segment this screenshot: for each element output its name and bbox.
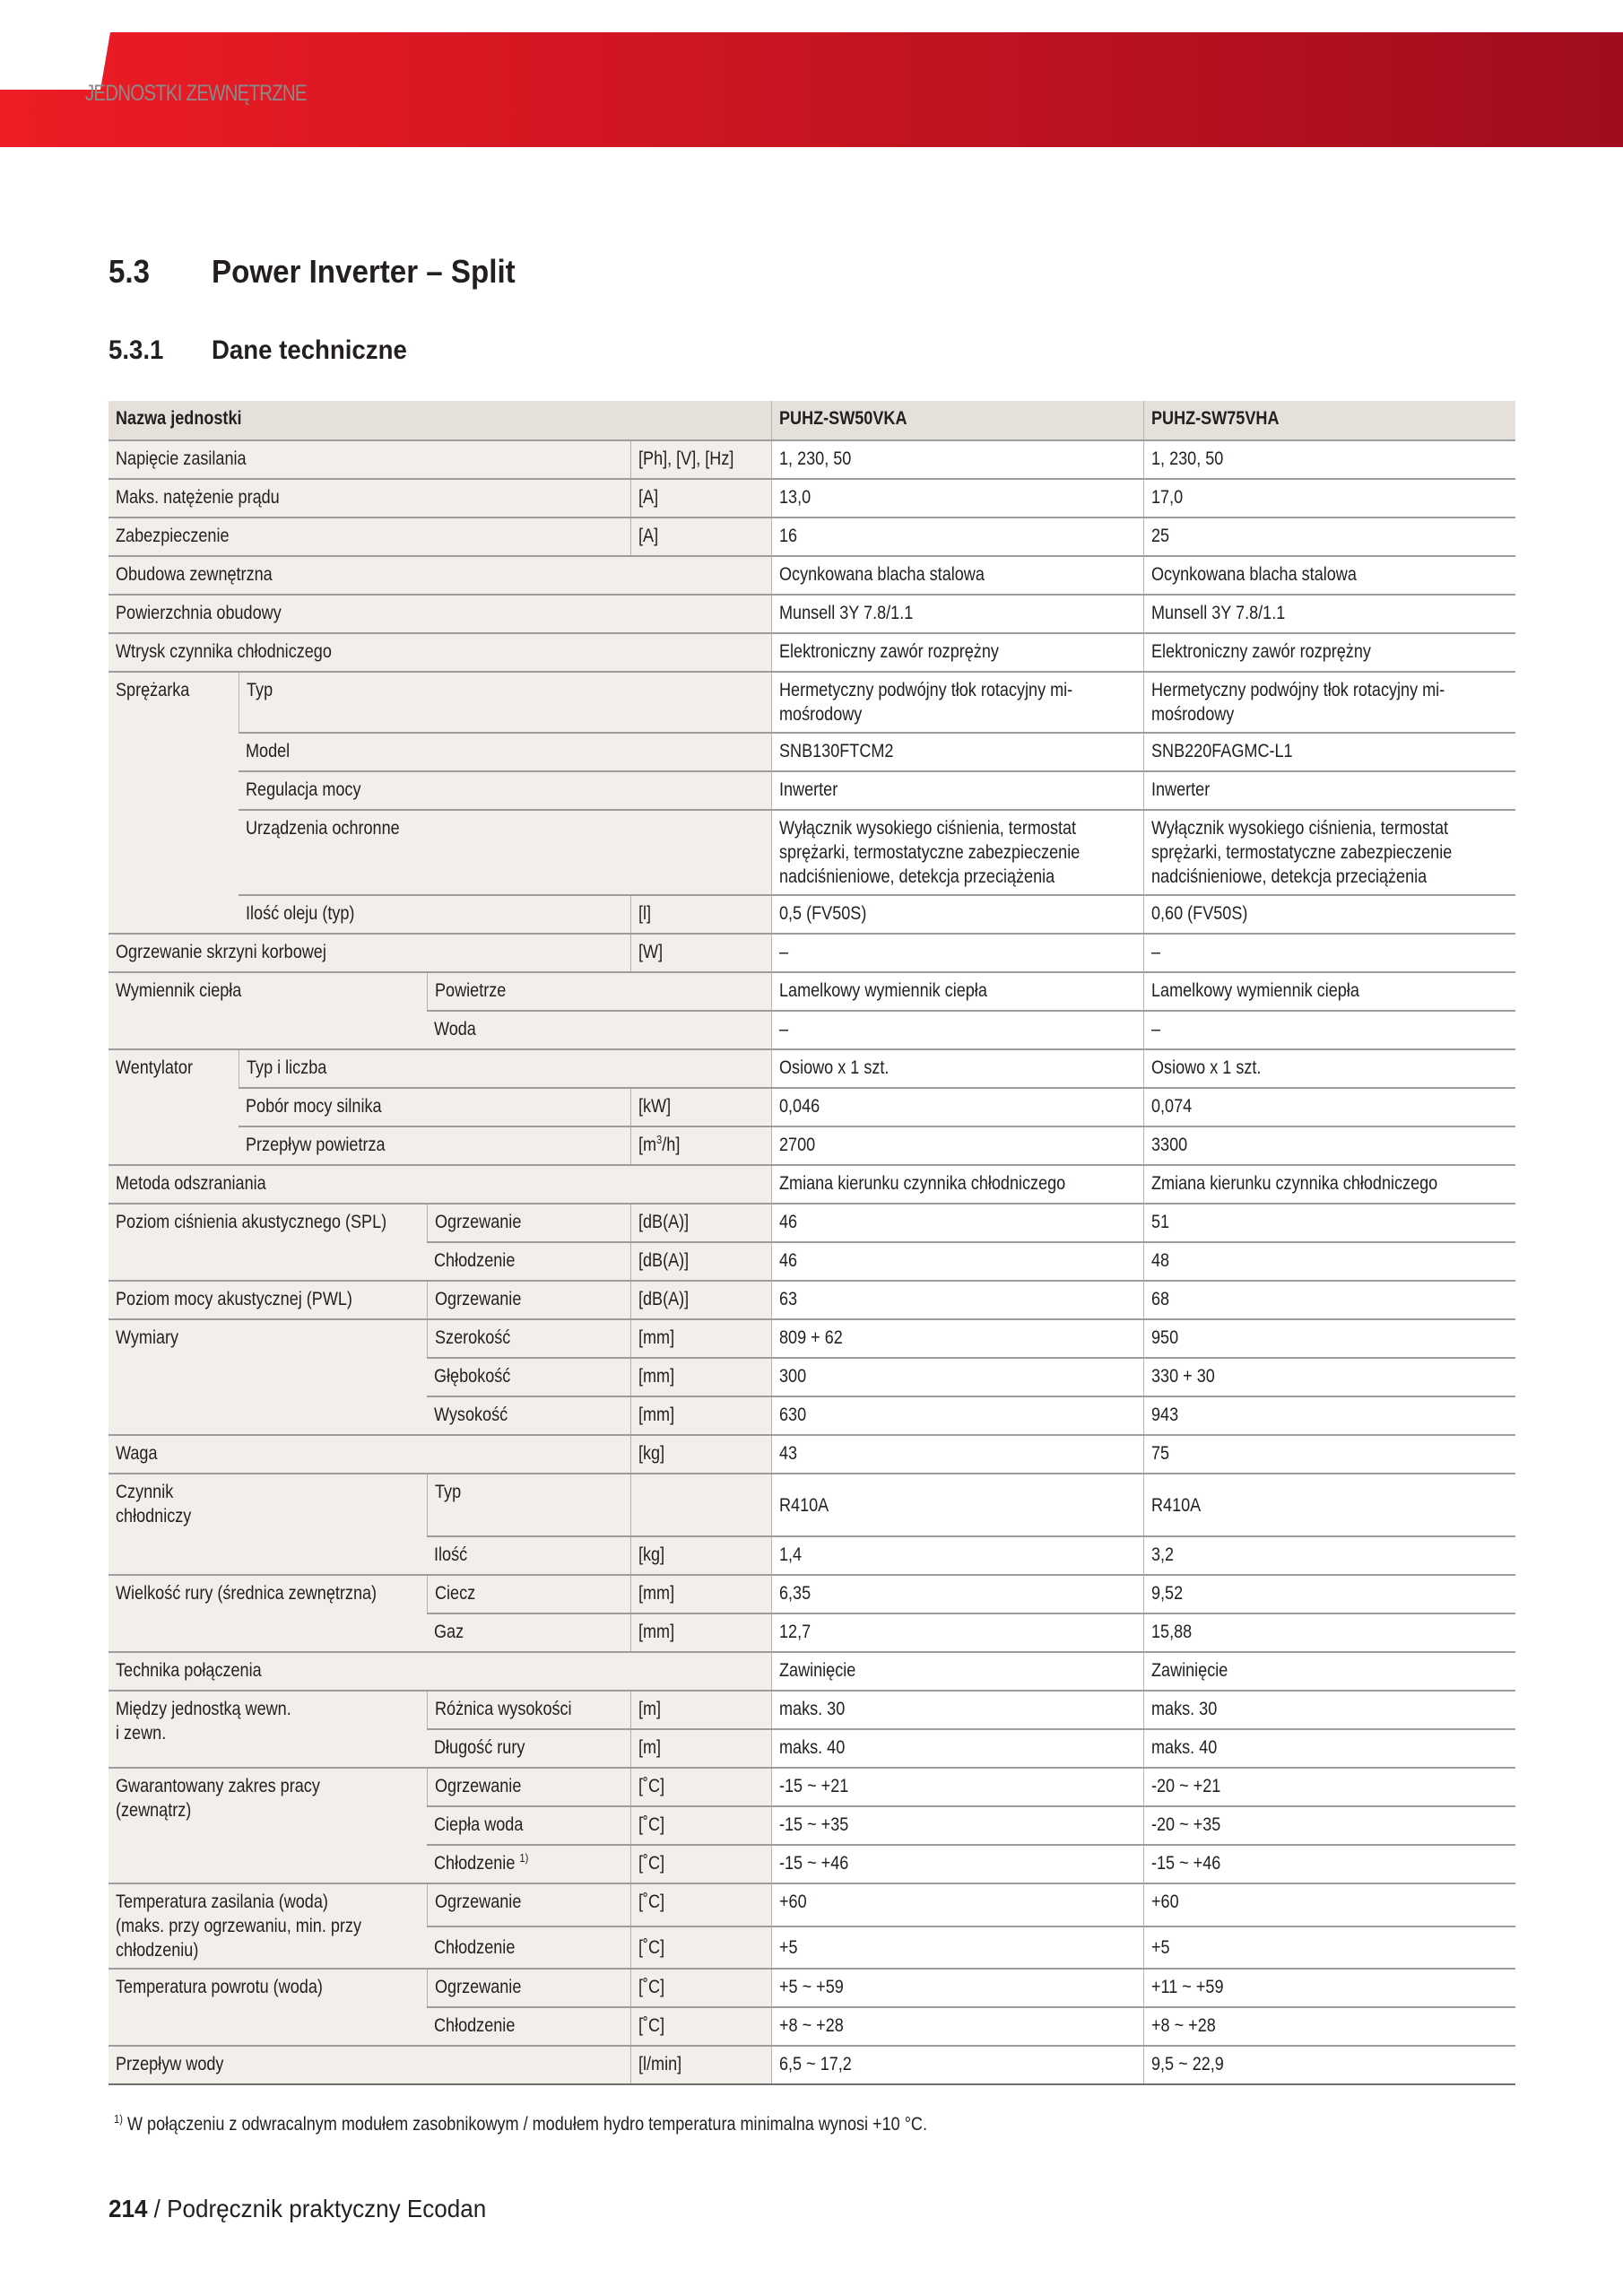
row-value-2: 0,074 (1143, 1088, 1515, 1126)
row-value-2: 9,52 (1143, 1575, 1515, 1613)
row-unit: [dB(A)] (630, 1281, 771, 1319)
title-number: 5.3 (108, 253, 151, 290)
row-unit: [l] (630, 895, 771, 934)
row-sublabel: Typ (239, 672, 771, 733)
row-label: Ogrzewanie skrzyni korbowej (108, 934, 630, 972)
row-value-2: SNB220FAGMC-L1 (1143, 733, 1515, 771)
row-value-2: 75 (1143, 1435, 1515, 1474)
row-value-1: 12,7 (771, 1613, 1143, 1652)
table-row (108, 672, 1515, 733)
section-label: JEDNOSTKI ZEWNĘTRZNE (85, 81, 307, 106)
row-unit: [m] (630, 1691, 771, 1729)
row-value-1: 0,046 (771, 1088, 1143, 1126)
row-unit: [mm] (630, 1575, 771, 1613)
row-value-1: +5 ~ +59 (771, 1969, 1143, 2007)
row-sublabel: Ilość oleju (typ) (239, 895, 630, 934)
row-value-1: Ocynkowana blacha stalowa (771, 556, 1143, 595)
row-label: Poziom mocy akustycznej (PWL) (108, 1281, 427, 1319)
group-label: Wymiary (108, 1319, 427, 1435)
row-value-2: R410A (1143, 1474, 1515, 1536)
row-value-1: Elektroniczny zawór rozprężny (771, 633, 1143, 672)
row-sublabel: Ogrzewanie (427, 1883, 630, 1926)
table-row (108, 972, 1515, 1011)
footnote-marker: 1) (114, 2112, 123, 2126)
footnote (114, 2114, 927, 2135)
table-row (108, 517, 1515, 556)
row-sublabel: Typ i liczba (239, 1049, 771, 1088)
row-sublabel: Powietrze (427, 972, 771, 1011)
row-value-1: SNB130FTCM2 (771, 733, 1143, 771)
row-value-1: 43 (771, 1435, 1143, 1474)
row-value-1: 300 (771, 1358, 1143, 1396)
table-row (108, 1281, 1515, 1319)
row-label: Przepływ wody (108, 2046, 630, 2084)
row-label: Wtrysk czynnika chłodniczego (108, 633, 771, 672)
row-sublabel: Ciepła woda (427, 1806, 630, 1845)
row-value-2: Elektroniczny zawór rozprężny (1143, 633, 1515, 672)
row-value-1: 46 (771, 1242, 1143, 1281)
row-value-2: 3,2 (1143, 1536, 1515, 1575)
table-row (108, 895, 1515, 934)
row-sublabel: Typ (427, 1474, 630, 1536)
table-row (108, 2046, 1515, 2084)
row-value-1: 63 (771, 1281, 1143, 1319)
row-value-2: Zawinięcie (1143, 1652, 1515, 1691)
row-unit: [˚C] (630, 1806, 771, 1845)
row-sublabel: Woda (427, 1011, 771, 1049)
row-unit: [kW] (630, 1088, 771, 1126)
row-sublabel: Wysokość (427, 1396, 630, 1435)
header-label-cell: Nazwa jednostki (108, 401, 771, 440)
table-header-row (108, 401, 1515, 440)
table-row (108, 1435, 1515, 1474)
row-value-1: +5 (771, 1926, 1143, 1970)
row-value-2: +5 (1143, 1926, 1515, 1970)
row-sublabel: Różnica wysokości (427, 1691, 630, 1729)
row-unit: [l/min] (630, 2046, 771, 2084)
row-sublabel: Ogrzewanie (427, 1768, 630, 1806)
row-value-2: -20 ~ +21 (1143, 1768, 1515, 1806)
group-label: Wielkość rury (średnica zewnętrzna) (108, 1575, 427, 1652)
row-value-2: – (1143, 1011, 1515, 1049)
table-row (108, 440, 1515, 479)
table-row (108, 1319, 1515, 1358)
row-unit: [A] (630, 517, 771, 556)
group-label: Między jednostką wewn. i zewn. (108, 1691, 427, 1768)
row-unit: [˚C] (630, 1883, 771, 1926)
row-unit: [Ph], [V], [Hz] (630, 440, 771, 479)
table-row (108, 1691, 1515, 1729)
row-value-1: – (771, 934, 1143, 972)
group-label: Temperatura zasilania (woda) (maks. przy ogrzewaniu, min. przy chłodzeniu) (108, 1883, 427, 1969)
row-value-1: Lamelkowy wymiennik ciepła (771, 972, 1143, 1011)
row-value-2: 48 (1143, 1242, 1515, 1281)
row-label: Technika połączenia (108, 1652, 771, 1691)
row-value-2: -20 ~ +35 (1143, 1806, 1515, 1845)
row-value-1: – (771, 1011, 1143, 1049)
row-unit: [dB(A)] (630, 1242, 771, 1281)
row-value-2: – (1143, 934, 1515, 972)
group-label: Wymiennik ciepła (108, 972, 427, 1049)
table-row (108, 595, 1515, 633)
page-subtitle (108, 335, 407, 366)
row-label: Zabezpieczenie (108, 517, 630, 556)
group-label: Poziom ciśnienia akustycznego (SPL) (108, 1204, 427, 1281)
row-unit: [˚C] (630, 1926, 771, 1970)
row-value-1: 6,35 (771, 1575, 1143, 1613)
table-row (108, 1088, 1515, 1126)
row-value-2: 0,60 (FV50S) (1143, 895, 1515, 934)
row-value-2: Wyłącznik wysokiego ciśnienia, termostat sprężarki, termostatyczne zabezpieczenie nadciśnieniowe, detekcja przeciążenia (1143, 810, 1515, 895)
row-unit: [kg] (630, 1435, 771, 1474)
table-row (108, 1204, 1515, 1242)
row-unit: [A] (630, 479, 771, 517)
row-value-1: +8 ~ +28 (771, 2007, 1143, 2046)
subtitle-number: 5.3.1 (108, 335, 164, 365)
header-model-2: PUHZ-SW75VHA (1143, 401, 1515, 440)
row-value-2: Inwerter (1143, 771, 1515, 810)
row-value-2: maks. 30 (1143, 1691, 1515, 1729)
row-value-1: -15 ~ +46 (771, 1845, 1143, 1883)
row-value-2: 68 (1143, 1281, 1515, 1319)
spec-table (108, 401, 1515, 2085)
row-unit: [˚C] (630, 1969, 771, 2007)
row-value-2: +8 ~ +28 (1143, 2007, 1515, 2046)
header-model-1: PUHZ-SW50VKA (771, 401, 1143, 440)
table-row (108, 810, 1515, 895)
table-row (108, 1883, 1515, 1926)
table-row (108, 934, 1515, 972)
table-row (108, 1126, 1515, 1165)
row-value-2: -15 ~ +46 (1143, 1845, 1515, 1883)
row-value-2: 51 (1143, 1204, 1515, 1242)
row-value-1: Hermetyczny podwójny tłok rotacyjny mi- mośrodowy (771, 672, 1143, 733)
row-value-1: Inwerter (771, 771, 1143, 810)
footnote-text: W połączeniu z odwracalnym modułem zasobnikowym / modułem hydro temperatura minimalna wynosi +10 °C. (122, 2114, 928, 2135)
row-value-2: Hermetyczny podwójny tłok rotacyjny mi- mośrodowy (1143, 672, 1515, 733)
row-value-1: Zawinięcie (771, 1652, 1143, 1691)
table-row (108, 1049, 1515, 1088)
row-value-1: 630 (771, 1396, 1143, 1435)
row-sublabel: Chłodzenie (427, 1242, 630, 1281)
row-sublabel: Chłodzenie (427, 2007, 630, 2046)
table-row (108, 479, 1515, 517)
row-value-1: Wyłącznik wysokiego ciśnienia, termostat sprężarki, termostatyczne zabezpieczenie nadciśnieniowe, detekcja przeciążenia (771, 810, 1143, 895)
row-value-2: +11 ~ +59 (1143, 1969, 1515, 2007)
row-value-2: 330 + 30 (1143, 1358, 1515, 1396)
row-value-1: R410A (771, 1474, 1143, 1536)
header-band (0, 32, 1623, 147)
row-unit (630, 1474, 771, 1536)
row-unit: [mm] (630, 1319, 771, 1358)
row-value-2: Ocynkowana blacha stalowa (1143, 556, 1515, 595)
row-value-1: 1, 230, 50 (771, 440, 1143, 479)
row-value-1: 2700 (771, 1126, 1143, 1165)
row-value-2: Munsell 3Y 7.8/1.1 (1143, 595, 1515, 633)
subtitle-text: Dane techniczne (212, 335, 407, 365)
row-sublabel: Ogrzewanie (427, 1204, 630, 1242)
title-text: Power Inverter – Split (212, 253, 516, 290)
row-value-2: 950 (1143, 1319, 1515, 1358)
row-unit: [kg] (630, 1536, 771, 1575)
group-label: Wentylator (108, 1049, 239, 1165)
table-row (108, 1768, 1515, 1806)
row-value-2: 15,88 (1143, 1613, 1515, 1652)
row-value-2: 1, 230, 50 (1143, 440, 1515, 479)
row-value-2: 25 (1143, 517, 1515, 556)
row-sublabel: Chłodzenie (427, 1926, 630, 1970)
row-label: Napięcie zasilania (108, 440, 630, 479)
table-row (108, 1575, 1515, 1613)
row-value-1: Zmiana kierunku czynnika chłodniczego (771, 1165, 1143, 1204)
row-value-2: Zmiana kierunku czynnika chłodniczego (1143, 1165, 1515, 1204)
row-sublabel: Chłodzenie $^{1)}$ (427, 1845, 630, 1883)
row-value-2: 943 (1143, 1396, 1515, 1435)
row-value-1: Munsell 3Y 7.8/1.1 (771, 595, 1143, 633)
table-row (108, 771, 1515, 810)
row-label: Obudowa zewnętrzna (108, 556, 771, 595)
row-unit: [mm] (630, 1358, 771, 1396)
row-value-2: maks. 40 (1143, 1729, 1515, 1768)
row-value-1: -15 ~ +21 (771, 1768, 1143, 1806)
group-label: Temperatura powrotu (woda) (108, 1969, 427, 2046)
row-value-1: 809 + 62 (771, 1319, 1143, 1358)
row-label: Powierzchnia obudowy (108, 595, 771, 633)
row-sublabel: Urządzenia ochronne (239, 810, 771, 895)
row-value-2: Lamelkowy wymiennik ciepła (1143, 972, 1515, 1011)
row-value-2: 3300 (1143, 1126, 1515, 1165)
table-row (108, 733, 1515, 771)
row-value-1: 13,0 (771, 479, 1143, 517)
table-row (108, 556, 1515, 595)
row-value-1: 6,5 ~ 17,2 (771, 2046, 1143, 2084)
row-value-1: -15 ~ +35 (771, 1806, 1143, 1845)
row-value-1: 1,4 (771, 1536, 1143, 1575)
page-footer (108, 2195, 486, 2223)
row-unit: [mm] (630, 1613, 771, 1652)
row-sublabel: Ogrzewanie (427, 1281, 630, 1319)
row-sublabel: Ilość (427, 1536, 630, 1575)
group-label: Czynnik chłodniczy (108, 1474, 427, 1575)
row-sublabel: Model (239, 733, 771, 771)
row-unit: [˚C] (630, 2007, 771, 2046)
row-value-2: Osiowo x 1 szt. (1143, 1049, 1515, 1088)
row-sublabel: Regulacja mocy (239, 771, 771, 810)
table-row (108, 633, 1515, 672)
row-unit: [dB(A)] (630, 1204, 771, 1242)
row-sublabel: Głębokość (427, 1358, 630, 1396)
row-label: Maks. natężenie prądu (108, 479, 630, 517)
row-value-1: maks. 40 (771, 1729, 1143, 1768)
row-unit: [W] (630, 934, 771, 972)
row-value-1: +60 (771, 1883, 1143, 1926)
page-title (108, 253, 516, 291)
footnote-marker: 1) (519, 1851, 529, 1865)
row-value-1: maks. 30 (771, 1691, 1143, 1729)
row-sublabel: Ciecz (427, 1575, 630, 1613)
row-sublabel: Długość rury (427, 1729, 630, 1768)
row-value-2: 17,0 (1143, 479, 1515, 517)
row-sublabel: Szerokość (427, 1319, 630, 1358)
row-unit: [˚C] (630, 1845, 771, 1883)
book-title: Podręcznik praktyczny Ecodan (167, 2195, 487, 2222)
row-label: Waga (108, 1435, 630, 1474)
table-row (108, 1969, 1515, 2007)
row-sublabel: Ogrzewanie (427, 1969, 630, 2007)
footer-separator: / (147, 2195, 168, 2222)
row-value-1: 46 (771, 1204, 1143, 1242)
row-sublabel: Gaz (427, 1613, 630, 1652)
row-unit: [˚C] (630, 1768, 771, 1806)
page-number: 214 (108, 2195, 148, 2222)
row-value-1: 16 (771, 517, 1143, 556)
row-unit: [m] (630, 1729, 771, 1768)
row-label: Metoda odszraniania (108, 1165, 771, 1204)
group-label: Gwarantowany zakres pracy (zewnątrz) (108, 1768, 427, 1883)
table-row (108, 1652, 1515, 1691)
row-value-1: 0,5 (FV50S) (771, 895, 1143, 934)
group-label: Sprężarka (108, 672, 239, 934)
row-unit: [mm] (630, 1396, 771, 1435)
table-row (108, 1474, 1515, 1536)
row-sublabel: Przepływ powietrza (239, 1126, 630, 1165)
row-sublabel: Pobór mocy silnika (239, 1088, 630, 1126)
table-row (108, 1165, 1515, 1204)
row-value-1: Osiowo x 1 szt. (771, 1049, 1143, 1088)
row-value-2: +60 (1143, 1883, 1515, 1926)
row-value-2: 9,5 ~ 22,9 (1143, 2046, 1515, 2084)
row-unit: $[m^3/h]$ (630, 1126, 771, 1165)
